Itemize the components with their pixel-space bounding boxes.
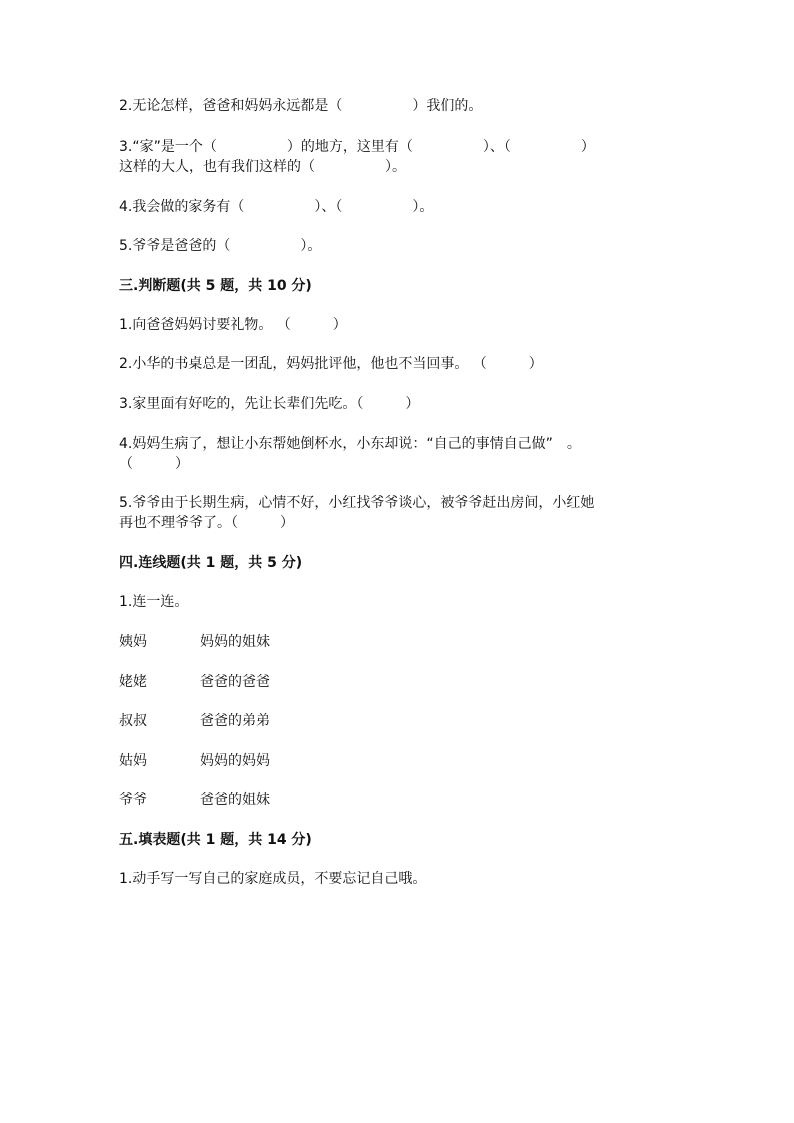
fill-in-question-4: 4.我会做的家务有（ ）、（ ）。 — [119, 199, 434, 215]
matching-left-item: 叔叔 — [119, 713, 147, 729]
fill-in-question-3-line2: 这样的大人，也有我们这样的（ ）。 — [119, 159, 406, 175]
judgement-question-5-line2: 再也不理爷爷了。（ ） — [119, 515, 294, 531]
matching-left-item: 姥姥 — [119, 674, 147, 690]
judgement-question-2: 2.小华的书桌总是一团乱，妈妈批评他，他也不当回事。 （ ） — [119, 356, 543, 372]
fill-in-question-5: 5.爷爷是爸爸的（ ）。 — [119, 238, 322, 254]
fill-in-question-3-line1: 3.“家”是一个（ ）的地方，这里有（ ）、（ ） — [119, 139, 595, 155]
judgement-question-3: 3.家里面有好吃的，先让长辈们先吃。（ ） — [119, 396, 420, 412]
judgement-question-5-line1: 5.爷爷由于长期生病，心情不好，小红找爷爷谈心，被爷爷赶出房间，小红她 — [119, 495, 595, 511]
matching-right-item: 爸爸的爸爸 — [200, 674, 270, 690]
matching-right-item: 妈妈的姐妹 — [200, 634, 270, 650]
matching-prompt: 1.连一连。 — [119, 594, 189, 610]
judgement-question-4-line2: （ ） — [119, 456, 189, 472]
judgement-question-1: 1.向爸爸妈妈讨要礼物。 （ ） — [119, 317, 347, 333]
judgement-question-4-line1: 4.妈妈生病了，想让小东帮她倒杯水，小东却说：“自己的事情自己做” 。 — [119, 436, 581, 452]
matching-left-item: 姑妈 — [119, 753, 147, 769]
matching-right-item: 爸爸的姐妹 — [200, 792, 270, 808]
fill-in-question-2: 2.无论怎样，爸爸和妈妈永远都是（ ）我们的。 — [119, 98, 483, 114]
table-question-prompt: 1.动手写一写自己的家庭成员，不要忘记自己哦。 — [119, 871, 427, 887]
matching-right-item: 妈妈的妈妈 — [200, 753, 270, 769]
matching-left-item: 爷爷 — [119, 792, 147, 808]
section-5-heading: 五.填表题(共 1 题，共 14 分) — [119, 832, 312, 848]
matching-right-item: 爸爸的弟弟 — [200, 713, 270, 729]
section-4-heading: 四.连线题(共 1 题，共 5 分) — [119, 555, 303, 571]
matching-left-item: 姨妈 — [119, 634, 147, 650]
section-3-heading: 三.判断题(共 5 题，共 10 分) — [119, 278, 312, 294]
